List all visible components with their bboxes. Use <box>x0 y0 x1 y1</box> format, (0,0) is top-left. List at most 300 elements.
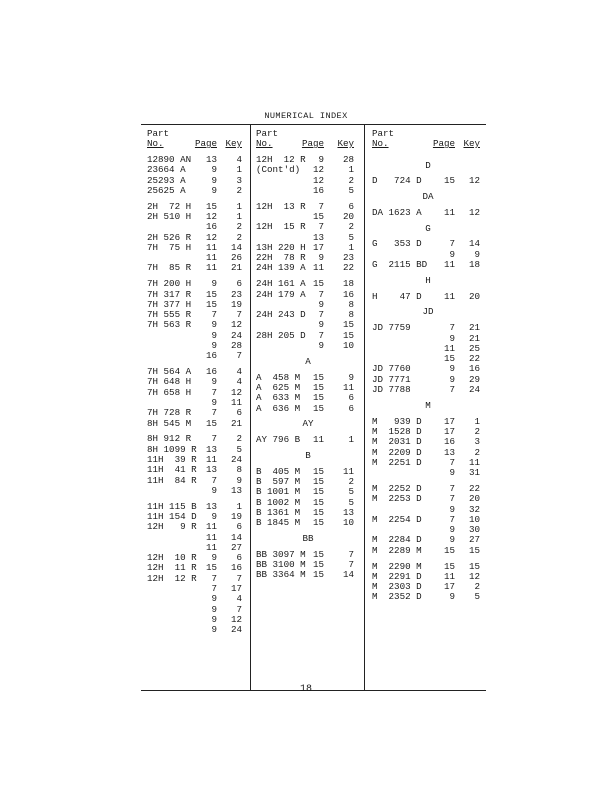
page-value: 11 <box>443 570 455 582</box>
page-value: 16 <box>205 366 217 378</box>
key-value: 12 <box>230 319 242 331</box>
page-value: 9 <box>211 484 217 496</box>
index-row <box>147 186 247 196</box>
key-value: 1 <box>236 164 242 176</box>
key-value: 11 <box>342 381 354 393</box>
key-value: 4 <box>236 376 242 388</box>
page-value: 7 <box>449 482 455 494</box>
column-divider-left <box>250 124 251 690</box>
index-row <box>372 239 484 249</box>
part-number: (Cont'd) <box>256 164 301 176</box>
index-row <box>256 435 360 445</box>
index-row <box>256 165 360 175</box>
page-value: 7 <box>211 386 217 398</box>
key-value: 5 <box>348 486 354 498</box>
part-number: 12H 11 R <box>147 562 197 574</box>
page-value: 16 <box>205 221 217 233</box>
page-value: 11 <box>443 259 455 271</box>
key-value: 24 <box>468 384 480 396</box>
page-value: 15 <box>312 465 324 477</box>
page-header: Page <box>432 138 455 149</box>
part-number: 12H 15 R <box>256 221 306 233</box>
page-value: 11 <box>443 206 455 218</box>
index-row <box>147 212 247 222</box>
part-number: M 2251 D <box>372 456 422 468</box>
part-number: 11H 84 R <box>147 474 197 486</box>
key-value: 2 <box>236 231 242 243</box>
page-value: 11 <box>443 290 455 302</box>
part-number: 25625 A <box>147 184 186 196</box>
page-value: 9 <box>449 467 455 479</box>
index-row <box>372 292 484 302</box>
key-value: 9 <box>236 474 242 486</box>
part-header-line2: No. <box>147 138 164 149</box>
part-number: JD 7788 <box>372 384 411 396</box>
index-row <box>147 263 247 273</box>
key-value: 14 <box>342 569 354 581</box>
page-value: 11 <box>312 434 324 446</box>
section-heading-label: H <box>425 274 431 286</box>
index-row <box>256 186 360 196</box>
part-number: M 2290 M <box>372 560 422 572</box>
section-heading-label: BB <box>302 533 314 544</box>
key-value: 12 <box>230 613 242 625</box>
part-number: JD 7759 <box>372 322 411 334</box>
index-row <box>372 458 484 468</box>
part-number: 7H 658 H <box>147 386 192 398</box>
key-value: 6 <box>236 278 242 290</box>
index-row <box>372 208 484 218</box>
column-header <box>256 129 360 155</box>
page-value: 15 <box>205 288 217 300</box>
key-value: 2 <box>474 581 480 593</box>
page-value: 7 <box>211 572 217 584</box>
section-heading <box>372 307 484 317</box>
key-value: 14 <box>230 241 242 253</box>
page-value: 11 <box>205 262 217 274</box>
section-heading-label: D <box>425 159 431 171</box>
page-value: 9 <box>211 397 217 409</box>
index-row <box>372 515 484 525</box>
key-value: 12 <box>468 175 480 187</box>
key-value: 13 <box>342 506 354 518</box>
key-value: 22 <box>468 482 480 494</box>
page-value: 11 <box>205 241 217 253</box>
part-number: 7H 85 R <box>147 262 192 274</box>
key-value: 19 <box>230 511 242 522</box>
page-value: 15 <box>312 476 324 488</box>
key-value: 2 <box>236 221 242 233</box>
part-number: 7H 75 H <box>147 241 192 253</box>
key-value: 20 <box>342 210 354 222</box>
index-row <box>372 385 484 395</box>
index-row <box>256 263 360 273</box>
page-value: 16 <box>312 184 324 196</box>
page-value: 15 <box>443 353 455 365</box>
index-row <box>372 592 484 602</box>
index-row <box>372 437 484 447</box>
part-number: M 2209 D <box>372 446 422 458</box>
part-number: 24H 139 A <box>256 262 306 274</box>
page-value: 13 <box>205 154 217 165</box>
page-value: 9 <box>449 332 455 344</box>
page-header: Page <box>194 138 217 149</box>
page-value: 15 <box>312 517 324 529</box>
key-value: 15 <box>342 329 354 341</box>
key-value: 18 <box>342 278 354 290</box>
section-heading-label: B <box>305 449 311 461</box>
key-value: 1 <box>348 241 354 253</box>
page-value: 11 <box>312 262 324 274</box>
page-value: 15 <box>312 559 324 571</box>
section-heading-label: DA <box>422 191 434 203</box>
page-value: 15 <box>312 496 324 508</box>
top-rule <box>141 124 486 125</box>
key-value: 1 <box>236 200 242 212</box>
key-value: 15 <box>468 560 480 572</box>
key-value: 21 <box>230 262 242 274</box>
key-value: 5 <box>348 184 354 196</box>
page-value: 7 <box>318 200 324 212</box>
column-header <box>147 129 247 155</box>
index-row <box>256 393 360 403</box>
key-value: 32 <box>468 503 480 515</box>
key-value: 6 <box>236 521 242 533</box>
page-value: 9 <box>449 503 455 515</box>
page-value: 11 <box>443 342 455 354</box>
key-value: 21 <box>468 332 480 344</box>
page-value: 9 <box>211 174 217 186</box>
key-value: 22 <box>342 262 354 274</box>
part-number: 7H 377 H <box>147 298 192 310</box>
page-value: 7 <box>211 583 217 595</box>
page-value: 7 <box>318 221 324 233</box>
page-value: 13 <box>205 500 217 512</box>
key-value: 11 <box>230 397 242 409</box>
key-value: 8 <box>236 464 242 476</box>
key-value: 7 <box>236 572 242 584</box>
index-row <box>147 341 247 351</box>
part-number: 12H 12 R <box>147 572 197 584</box>
page-value: 15 <box>205 562 217 574</box>
part-number: H 47 D <box>372 290 422 302</box>
part-number: D 724 D <box>372 175 422 187</box>
index-row <box>256 176 360 186</box>
part-number: 2H 526 R <box>147 231 192 243</box>
page-value: 15 <box>443 544 455 556</box>
key-value: 21 <box>468 322 480 334</box>
page-value: 11 <box>205 521 217 533</box>
page-value: 9 <box>211 329 217 341</box>
key-value: 15 <box>468 544 480 556</box>
key-value: 12 <box>468 206 480 218</box>
page-value: 15 <box>312 569 324 581</box>
part-number: 23664 A <box>147 164 186 176</box>
index-row <box>147 594 247 604</box>
part-number: G 2115 BD <box>372 259 428 271</box>
key-value: 2 <box>474 446 480 458</box>
part-header-line1: Part <box>147 128 170 139</box>
part-header-line2: No. <box>256 138 273 149</box>
key-value: 27 <box>468 534 480 546</box>
page-value: 17 <box>443 581 455 593</box>
section-heading <box>372 192 484 202</box>
page-value: 9 <box>449 591 455 603</box>
part-number: 11H 41 R <box>147 464 197 476</box>
key-value: 5 <box>474 591 480 603</box>
part-number: 12H 12 R <box>256 154 306 165</box>
key-value: 11 <box>342 465 354 477</box>
part-number: A 633 M <box>256 392 301 404</box>
part-number: JD 7760 <box>372 363 411 375</box>
key-value: 20 <box>468 493 480 505</box>
page-value: 9 <box>211 552 217 564</box>
key-value: 28 <box>230 340 242 352</box>
key-value: 23 <box>342 252 354 264</box>
part-number: AY 796 B <box>256 434 301 446</box>
key-value: 4 <box>236 154 242 165</box>
section-heading <box>372 276 484 286</box>
index-row <box>147 584 247 594</box>
part-number: A 458 M <box>256 371 301 383</box>
part-number: M 2031 D <box>372 436 422 448</box>
index-row <box>372 176 484 186</box>
page-value: 9 <box>211 603 217 615</box>
part-number: 11H 39 R <box>147 454 197 466</box>
index-row <box>372 344 484 354</box>
key-value: 10 <box>342 517 354 529</box>
key-value: 2 <box>348 174 354 186</box>
part-number: 2H 510 H <box>147 210 192 222</box>
key-value: 6 <box>236 407 242 419</box>
index-row <box>372 260 484 270</box>
page-value: 7 <box>449 322 455 334</box>
part-number: 8H 912 R <box>147 433 192 445</box>
page-value: 7 <box>211 309 217 321</box>
key-header: Key <box>463 138 480 149</box>
index-row <box>372 494 484 504</box>
part-number: 7H 563 R <box>147 319 192 331</box>
page-value: 11 <box>205 252 217 264</box>
key-value: 24 <box>230 624 242 636</box>
page-value: 9 <box>211 319 217 331</box>
part-number: 11H 115 B <box>147 500 197 512</box>
page-value: 9 <box>449 534 455 546</box>
section-heading-label: JD <box>422 306 434 318</box>
index-row <box>256 222 360 232</box>
key-value: 14 <box>230 531 242 543</box>
part-number: 28H 205 D <box>256 329 306 341</box>
part-number: 7H 200 H <box>147 278 192 290</box>
part-number: M 2254 D <box>372 513 422 525</box>
key-value: 22 <box>468 353 480 365</box>
part-header-line1: Part <box>372 128 395 139</box>
part-number: 7H 648 H <box>147 376 192 388</box>
key-value: 5 <box>348 231 354 243</box>
page-value: 12 <box>312 164 324 176</box>
page-value: 17 <box>443 425 455 437</box>
key-value: 12 <box>468 570 480 582</box>
page-value: 15 <box>312 381 324 393</box>
page-value: 9 <box>211 613 217 625</box>
page-value: 15 <box>312 210 324 222</box>
key-value: 1 <box>236 500 242 512</box>
key-value: 11 <box>468 456 480 468</box>
part-number: A 625 M <box>256 381 301 393</box>
key-value: 8 <box>348 298 354 310</box>
key-value: 6 <box>348 402 354 414</box>
part-number: M 2289 M <box>372 544 422 556</box>
index-row <box>256 290 360 300</box>
page-value: 15 <box>312 506 324 518</box>
part-number: 7H 564 A <box>147 366 192 378</box>
page-value: 7 <box>449 513 455 525</box>
index-row <box>256 518 360 528</box>
part-number: 12890 AN <box>147 154 192 165</box>
part-number: BB 3364 M <box>256 569 306 581</box>
key-value: 15 <box>342 319 354 331</box>
index-row <box>147 351 247 361</box>
page-value: 15 <box>312 402 324 414</box>
key-header: Key <box>225 138 242 149</box>
page-value: 15 <box>312 486 324 498</box>
part-number: BB 3100 M <box>256 559 306 571</box>
key-value: 16 <box>342 288 354 300</box>
part-number: BB 3097 M <box>256 548 306 560</box>
page-value: 7 <box>211 407 217 419</box>
key-value: 31 <box>468 467 480 479</box>
part-number: B 1002 M <box>256 496 301 508</box>
key-value: 2 <box>348 476 354 488</box>
key-value: 2 <box>348 221 354 233</box>
page-value: 16 <box>443 436 455 448</box>
key-value: 12 <box>230 386 242 398</box>
section-heading <box>256 451 360 461</box>
page-value: 9 <box>211 624 217 636</box>
key-value: 3 <box>474 436 480 448</box>
index-row <box>372 546 484 556</box>
page-header: Page <box>301 138 324 149</box>
section-heading-label: A <box>305 355 311 367</box>
page-value: 15 <box>312 392 324 404</box>
part-number: 8H 545 M <box>147 417 192 429</box>
column-header <box>372 129 484 155</box>
part-header-line2: No. <box>372 138 389 149</box>
page-value: 15 <box>443 560 455 572</box>
page-value: 9 <box>211 376 217 388</box>
page-value: 13 <box>443 446 455 458</box>
index-column-3 <box>372 129 484 603</box>
key-value: 6 <box>348 392 354 404</box>
page-title: NUMERICAL INDEX <box>264 111 348 121</box>
part-number: M 2253 D <box>372 493 422 505</box>
index-row <box>256 570 360 580</box>
page-value: 15 <box>205 298 217 310</box>
part-number: 12H 9 R <box>147 521 197 533</box>
part-number: M 2252 D <box>372 482 422 494</box>
key-value: 6 <box>348 200 354 212</box>
part-number: B 1845 M <box>256 517 301 529</box>
page-value: 17 <box>312 241 324 253</box>
index-column-1 <box>147 129 247 636</box>
key-value: 23 <box>230 288 242 300</box>
part-number: 11H 154 D <box>147 511 197 522</box>
section-heading <box>372 224 484 234</box>
page-value: 15 <box>312 548 324 560</box>
part-number: 7H 317 R <box>147 288 192 300</box>
page-value: 15 <box>312 371 324 383</box>
part-number: 24H 179 A <box>256 288 306 300</box>
key-value: 1 <box>348 164 354 176</box>
part-number: M 2303 D <box>372 581 422 593</box>
page-value: 9 <box>211 511 217 522</box>
key-value: 10 <box>342 340 354 352</box>
page-value: 9 <box>449 373 455 385</box>
part-number: 8H 1099 R <box>147 443 197 455</box>
page-value: 15 <box>205 200 217 212</box>
part-number: B 597 M <box>256 476 301 488</box>
key-value: 3 <box>236 174 242 186</box>
key-value: 8 <box>348 309 354 321</box>
section-heading <box>372 161 484 171</box>
part-number: A 636 M <box>256 402 301 414</box>
key-value: 2 <box>474 425 480 437</box>
index-row <box>372 468 484 478</box>
key-value: 2 <box>236 184 242 196</box>
key-value: 26 <box>230 252 242 264</box>
part-number: M 939 D <box>372 415 422 427</box>
key-value: 29 <box>468 373 480 385</box>
key-value: 1 <box>348 434 354 446</box>
index-row <box>372 334 484 344</box>
page-value: 7 <box>318 329 324 341</box>
part-number: 24H 243 D <box>256 309 306 321</box>
page-value: 7 <box>211 474 217 486</box>
page-value: 7 <box>318 288 324 300</box>
part-number: 7H 555 R <box>147 309 192 321</box>
key-header: Key <box>337 138 354 149</box>
part-number: M 2352 D <box>372 591 422 603</box>
key-value: 28 <box>342 154 354 165</box>
key-value: 20 <box>468 290 480 302</box>
index-row <box>147 625 247 635</box>
part-number: 2H 72 H <box>147 200 192 212</box>
part-number: M 2291 D <box>372 570 422 582</box>
section-heading <box>372 401 484 411</box>
index-row <box>256 341 360 351</box>
page-value: 9 <box>318 319 324 331</box>
page-value: 9 <box>318 154 324 165</box>
key-value: 9 <box>348 371 354 383</box>
page-value: 13 <box>205 443 217 455</box>
page-value: 9 <box>211 278 217 290</box>
part-number: M 2284 D <box>372 534 422 546</box>
page-value: 13 <box>312 231 324 243</box>
page-value: 11 <box>205 531 217 543</box>
page-number: 18 <box>299 684 312 695</box>
part-number: 13H 220 H <box>256 241 306 253</box>
page-value: 9 <box>449 363 455 375</box>
part-number: 22H 78 R <box>256 252 306 264</box>
page-value: 7 <box>449 493 455 505</box>
page-value: 9 <box>318 298 324 310</box>
key-value: 14 <box>468 238 480 250</box>
page-value: 15 <box>443 175 455 187</box>
page-value: 15 <box>205 417 217 429</box>
key-value: 7 <box>348 559 354 571</box>
part-number: B 1001 M <box>256 486 301 498</box>
section-heading-label: AY <box>302 418 314 430</box>
